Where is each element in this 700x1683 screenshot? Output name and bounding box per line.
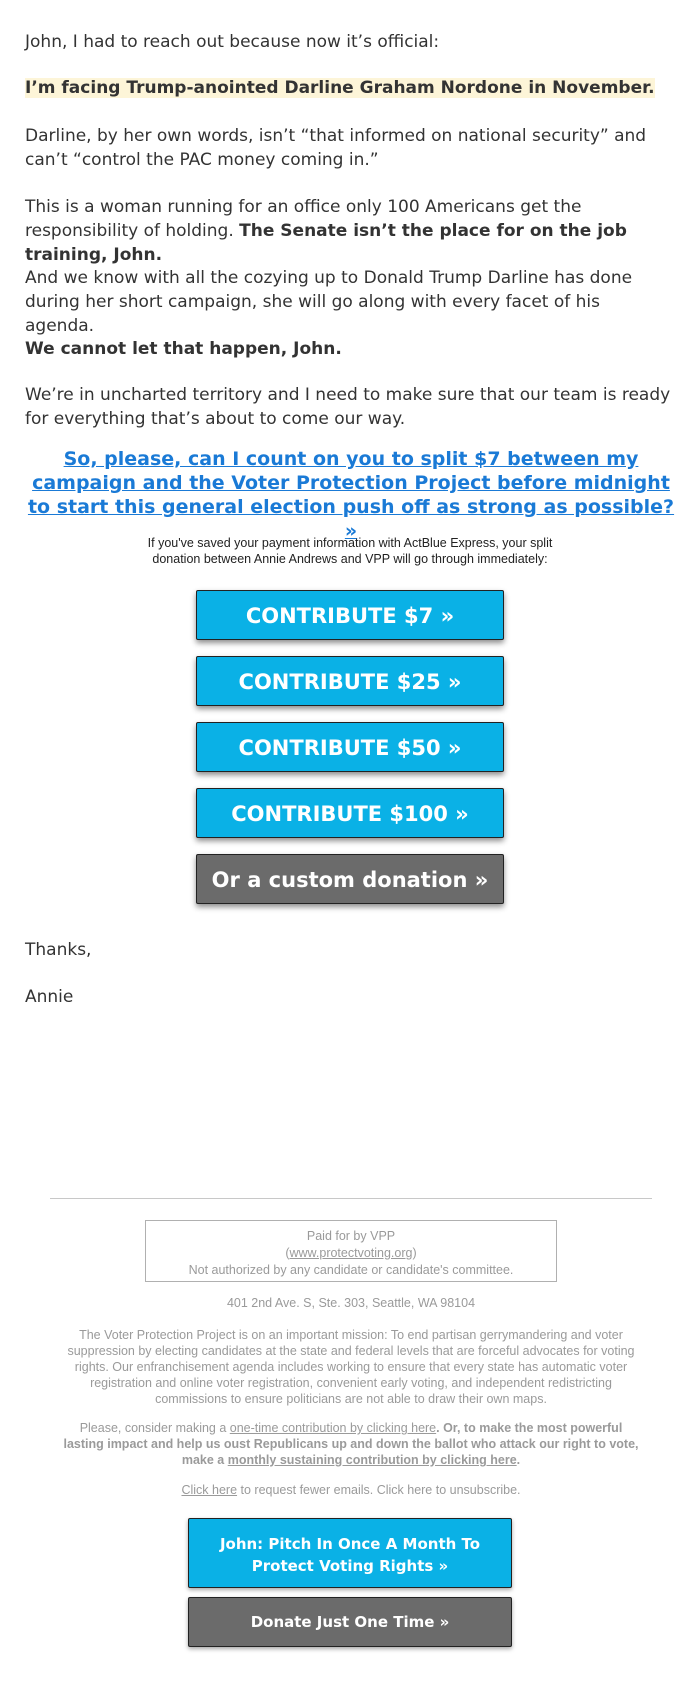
paragraph-2 [25,195,675,267]
contribute-50-button[interactable]: CONTRIBUTE $50 » [196,722,504,772]
footer-divider [50,1198,652,1199]
paragraph-2-text: This is a woman running for an office only 100 Americans get the responsibility of holding. [25,197,582,241]
actblue-express-note: If you've saved your payment information with ActBlue Express, your split donation between Annie Andrews and VPP will go through immediately: [147,536,553,566]
paid-for-link-line: (www.protectvoting.org) [285,1246,417,1260]
paid-for-line: Paid for by VPP [306,1229,396,1243]
greeting: John, I had to reach out because now it’s official: [25,32,440,52]
footer-mission: The Voter Protection Project is on an important mission: To end partisan gerrymandering and voter suppression by electing candidates at the state and federal levels that are forceful advocates for voting rights. Our enfranchisement agenda includes working to ensure that every state has automatic voter registration and online voter registration, convenient early voting, and independent redistricting commissions to ensure politicians are not able to draw their own maps. [67,1328,635,1406]
onetime-contribution-link[interactable]: one-time contribution by clicking here [229,1421,437,1435]
contribute-7-button[interactable]: CONTRIBUTE $7 » [196,590,504,640]
paragraph-4: We cannot let that happen, John. [25,339,342,359]
footer-fewer-emails [50,1482,652,1498]
paragraph-5: We’re in uncharted territory and I need to make sure that our team is ready for everything that’s about to come our way. [25,385,671,429]
not-authorized-line: Not authorized by any candidate or candidate's committee. [188,1263,514,1277]
contribute-100-button[interactable]: CONTRIBUTE $100 » [196,788,504,838]
monthly-donation-button[interactable]: John: Pitch In Once A Month To Protect Voting Rights » [188,1518,512,1588]
footer-address: 401 2nd Ave. S, Ste. 303, Seattle, WA 98104 [226,1296,476,1310]
paragraph-1: Darline, by her own words, isn’t “that informed on national security” and can’t “control the PAC money coming in.” [25,126,647,170]
highlight-line [25,76,655,100]
contribute-25-button[interactable]: CONTRIBUTE $25 » [196,656,504,706]
fewer-emails-text: to request fewer emails. Click here to unsubscribe. [237,1483,521,1497]
monthly-contribution-link[interactable]: monthly sustaining contribution by clicking here [227,1453,517,1467]
paragraph-2-bold: The Senate isn’t the place for on the job training, John. [25,221,627,265]
paid-for-box [145,1220,557,1282]
one-time-donation-button[interactable]: Donate Just One Time » [188,1597,512,1647]
paragraph-3: And we know with all the cozying up to Donald Trump Darline has done during her short campaign, she will go along with every facet of his agenda. [25,268,633,336]
cta-donate-link[interactable]: So, please, can I count on you to split $7 between my campaign and the Voter Protection Project before midnight to start this general election push off as strong as possible? » [27,448,675,542]
fewer-emails-link[interactable]: Click here [181,1483,238,1497]
signature: Annie [25,987,74,1007]
protectvoting-link[interactable]: www.protectvoting.org [289,1246,413,1260]
custom-donation-button[interactable]: Or a custom donation » [196,854,504,904]
consider-prefix: Please, consider making a [79,1421,230,1435]
thanks-text: Thanks, [25,940,92,960]
consider-period: . [516,1453,521,1467]
highlight-text: I’m facing Trump-anointed Darline Graham Nordone in November. [25,78,655,98]
consider-bold: . Or, to make the most powerful lasting impact and help us oust Republicans up and down the ballot who attack our right to vote, make a [63,1421,639,1467]
footer-consider [60,1420,642,1468]
